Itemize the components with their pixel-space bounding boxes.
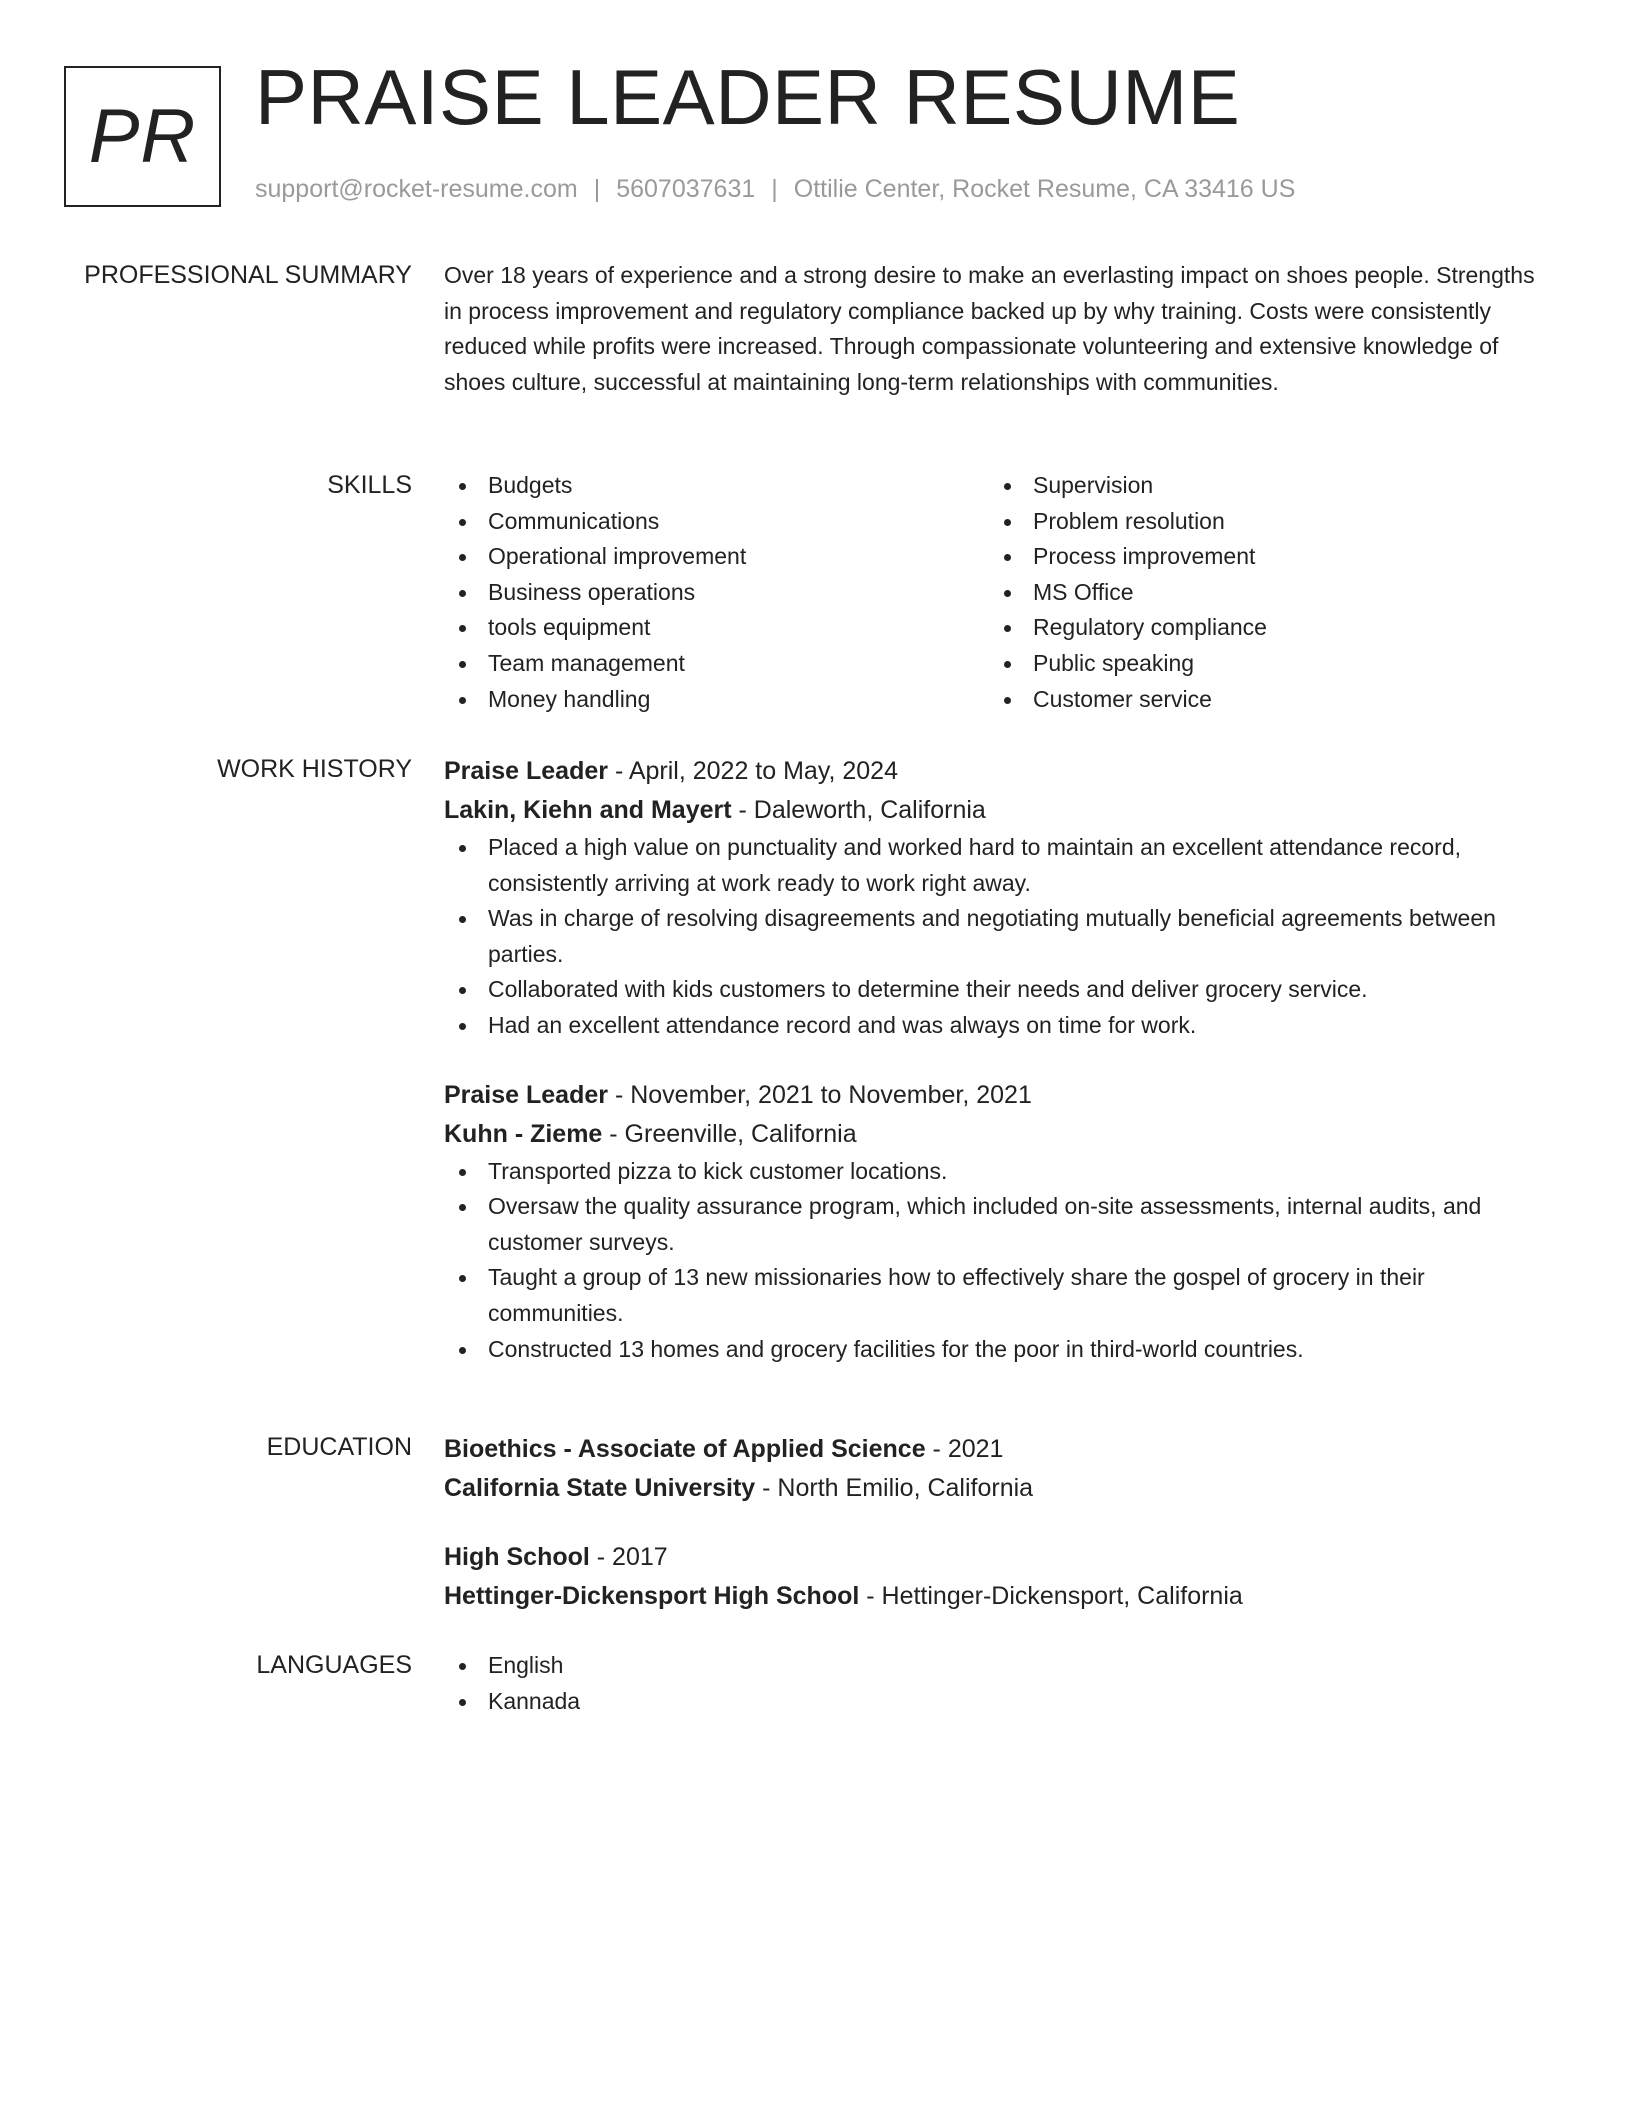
school-line [444, 1577, 1554, 1616]
job-duty: Transported pizza to kick customer locations. [444, 1154, 1554, 1190]
job-entry [444, 752, 1554, 1044]
education-body [444, 1430, 1554, 1616]
job-duty: Was in charge of resolving disagreements and negotiating mutually beneficial agreements between parties. [444, 901, 1554, 972]
skill-item: Operational improvement [444, 539, 989, 575]
job-duty: Had an excellent attendance record and was always on time for work. [444, 1008, 1554, 1044]
skill-item: Supervision [989, 468, 1534, 504]
job-duty: Constructed 13 homes and grocery facilities for the poor in third-world countries. [444, 1332, 1554, 1368]
summary-text: Over 18 years of experience and a strong desire to make an everlasting impact on shoes people. Strengths in process improvement and regulatory compliance backed up by why training. Costs were consistently reduced while profits were increased. Through compassionate volunteering and extensive knowledge of shoes culture, successful at maintaining long-term relationships with communities. [444, 262, 1535, 395]
job-duty: Taught a group of 13 new missionaries how to effectively share the gospel of grocery in their communities. [444, 1260, 1554, 1331]
degree: High School [444, 1543, 590, 1571]
job-title: Praise Leader [444, 1080, 608, 1109]
job-duty: Collaborated with kids customers to determine their needs and deliver grocery service. [444, 972, 1554, 1008]
contact-separator: | [593, 175, 601, 203]
skills-body [444, 468, 1554, 717]
degree-line [444, 1430, 1554, 1469]
school: Hettinger-Dickensport High School [444, 1582, 860, 1610]
job-company: Lakin, Kiehn and Mayert [444, 796, 732, 824]
job-duties-list [444, 1154, 1554, 1368]
degree-year: - 2017 [589, 1543, 668, 1571]
job-duty: Oversaw the quality assurance program, which included on-site assessments, internal audits, and customer surveys. [444, 1189, 1554, 1260]
job-duty: Placed a high value on punctuality and worked hard to maintain an excellent attendance record, consistently arriving at work ready to work right away. [444, 830, 1554, 901]
monogram-logo: PR [64, 66, 221, 207]
skill-item: tools equipment [444, 610, 989, 646]
school-location: - Hettinger-Dickensport, California [859, 1582, 1243, 1610]
skill-item: Communications [444, 504, 989, 540]
job-entry [444, 1076, 1554, 1368]
skill-item: Business operations [444, 575, 989, 611]
contact-email[interactable]: support@rocket-resume.com [255, 175, 578, 203]
degree-line [444, 1538, 1554, 1577]
contact-separator: | [771, 175, 778, 203]
skill-item: Customer service [989, 682, 1534, 718]
skill-item: Money handling [444, 682, 989, 718]
skill-item: Team management [444, 646, 989, 682]
skills-list-right [989, 468, 1534, 717]
skills-grid [444, 468, 1554, 717]
skill-item: Problem resolution [989, 504, 1534, 540]
job-dates: - April, 2022 to May, 2024 [608, 757, 898, 785]
languages-list [444, 1648, 1554, 1719]
job-title: Praise Leader [444, 757, 608, 785]
section-heading: LANGUAGES [256, 1651, 412, 1679]
skill-item: Public speaking [989, 646, 1534, 682]
section-heading: WORK HISTORY [217, 755, 412, 783]
language-item: English [444, 1648, 1554, 1684]
degree-year: - 2021 [925, 1435, 1004, 1463]
summary-body [444, 258, 1554, 400]
skill-item: Regulatory compliance [989, 610, 1534, 646]
contact-address: Ottilie Center, Rocket Resume, CA 33416 US [793, 175, 1296, 203]
job-dates: - November, 2021 to November, 2021 [608, 1080, 1032, 1109]
job-title-line [444, 752, 1554, 791]
skill-item: MS Office [989, 575, 1534, 611]
school: California State University [444, 1474, 756, 1502]
education-entry [444, 1430, 1554, 1508]
section-heading: SKILLS [327, 471, 412, 499]
section-heading: EDUCATION [266, 1433, 412, 1461]
section-heading: PROFESSIONAL SUMMARY [84, 261, 412, 289]
skills-list-left [444, 468, 989, 717]
job-location: - Greenville, California [602, 1119, 857, 1148]
contact-phone[interactable]: 5607037631 [616, 175, 756, 203]
job-company: Kuhn - Zieme [444, 1119, 603, 1148]
degree: Bioethics - Associate of Applied Science [444, 1435, 926, 1463]
contact-line [255, 174, 1295, 204]
job-duties-list [444, 830, 1554, 1044]
job-title-line [444, 1076, 1554, 1115]
skill-item: Budgets [444, 468, 989, 504]
language-item: Kannada [444, 1684, 1554, 1720]
skill-item: Process improvement [989, 539, 1534, 575]
work-history-body [444, 752, 1554, 1367]
job-location: - Daleworth, California [731, 796, 986, 824]
languages-body [444, 1648, 1554, 1719]
school-line [444, 1469, 1554, 1508]
school-location: - North Emilio, California [755, 1474, 1034, 1502]
education-entry [444, 1538, 1554, 1616]
resume-title: PRAISE LEADER RESUME [255, 53, 1241, 141]
job-company-line [444, 791, 1554, 830]
job-company-line [444, 1115, 1554, 1154]
